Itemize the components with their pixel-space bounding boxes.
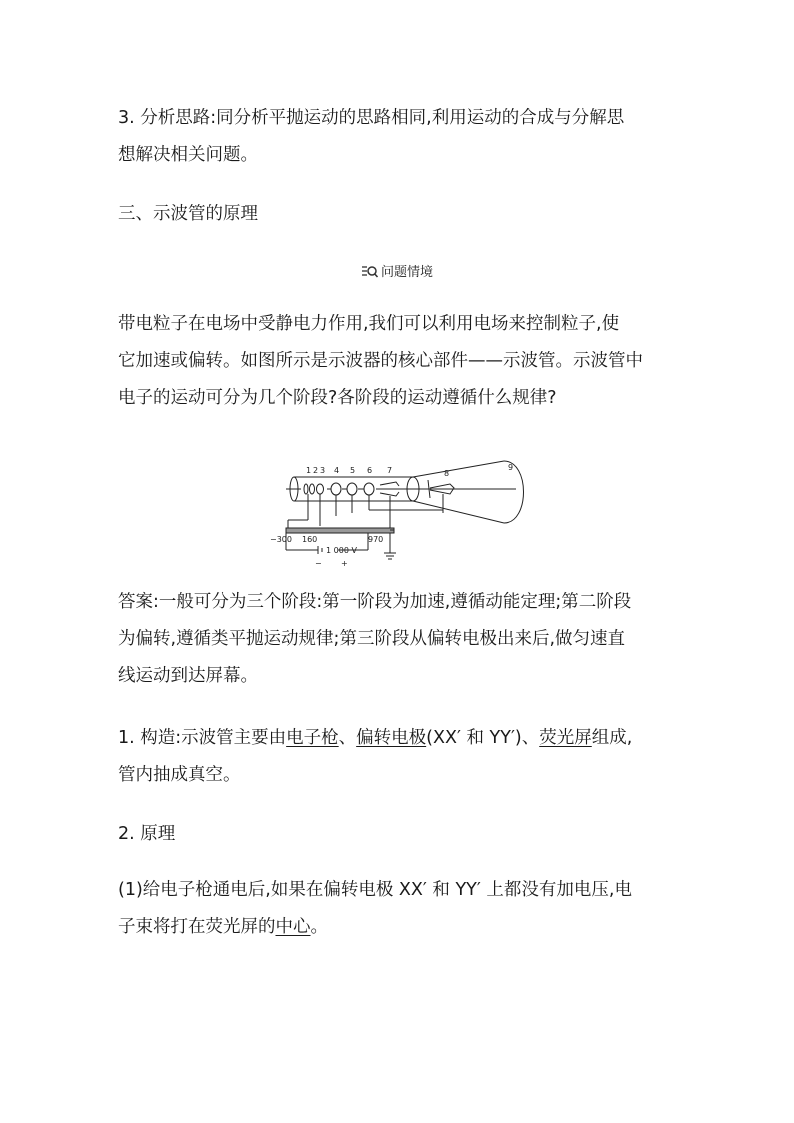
text-line: 1. 构造:示波管主要由电子枪、偏转电极(XX′ 和 YY′)、荧光屏组成, xyxy=(118,728,633,748)
blank-fluorescent-screen: 荧光屏 xyxy=(539,728,592,748)
paragraph-scenario xyxy=(118,306,678,417)
label-7: 7 xyxy=(387,466,393,475)
text-line: 3. 分析思路:同分析平抛运动的思路相同,利用运动的合成与分解思 xyxy=(118,108,625,128)
section-heading: 三、示波管的原理 xyxy=(118,204,258,224)
blank-electron-gun: 电子枪 xyxy=(286,728,339,748)
blank-deflection-plates: 偏转电极 xyxy=(356,728,427,748)
label-8: 8 xyxy=(444,469,450,478)
label-6: 6 xyxy=(367,466,373,475)
voltage-neg300: −300 xyxy=(270,535,292,544)
blank-center: 中心 xyxy=(275,917,311,937)
paragraph-principle-1 xyxy=(118,872,678,946)
label-9: 9 xyxy=(508,463,514,472)
text-line: 管内抽成真空。 xyxy=(118,765,241,785)
label-4: 4 xyxy=(334,466,340,475)
oscilloscope-tube-diagram xyxy=(268,458,533,570)
voltage-160: 160 xyxy=(302,535,318,544)
paragraph-answer xyxy=(118,584,678,695)
text-line: 带电粒子在电场中受静电力作用,我们可以利用电场来控制粒子,使 xyxy=(118,314,620,334)
paragraph-structure xyxy=(118,720,678,794)
screen-outline xyxy=(504,461,524,523)
text-line: 为偏转,遵循类平抛运动规律;第三阶段从偏转电极出来后,做匀速直 xyxy=(118,629,626,649)
text-line: 线运动到达屏幕。 xyxy=(118,666,258,686)
label-1: 1 xyxy=(306,466,312,475)
voltage-970: 970 xyxy=(368,535,384,544)
question-magnifier-icon xyxy=(361,265,379,278)
text-line: 它加速或偏转。如图所示是示波器的核心部件——示波管。示波管中 xyxy=(118,351,643,371)
text-line: 想解决相关问题。 xyxy=(118,145,258,165)
text-line: 子束将打在荧光屏的中心。 xyxy=(118,917,328,937)
text-line: 电子的运动可分为几个阶段?各阶段的运动遵循什么规律? xyxy=(118,388,557,408)
label-2: 2 xyxy=(313,466,319,475)
plus-sign: + xyxy=(341,559,348,568)
scenario-label-text: 问题情境 xyxy=(380,265,433,280)
principle-heading: 2. 原理 xyxy=(118,824,176,844)
scenario-label xyxy=(0,261,794,280)
supply-voltage: 1 000 V xyxy=(326,546,357,555)
paragraph-analysis-approach xyxy=(118,100,678,174)
label-3: 3 xyxy=(320,466,326,475)
voltage-divider xyxy=(286,528,394,533)
text-line: (1)给电子枪通电后,如果在偏转电极 XX′ 和 YY′ 上都没有加电压,电 xyxy=(118,880,632,900)
minus-sign: − xyxy=(315,559,322,568)
text-line: 答案:一般可分为三个阶段:第一阶段为加速,遵循动能定理;第二阶段 xyxy=(118,592,632,612)
label-5: 5 xyxy=(350,466,356,475)
